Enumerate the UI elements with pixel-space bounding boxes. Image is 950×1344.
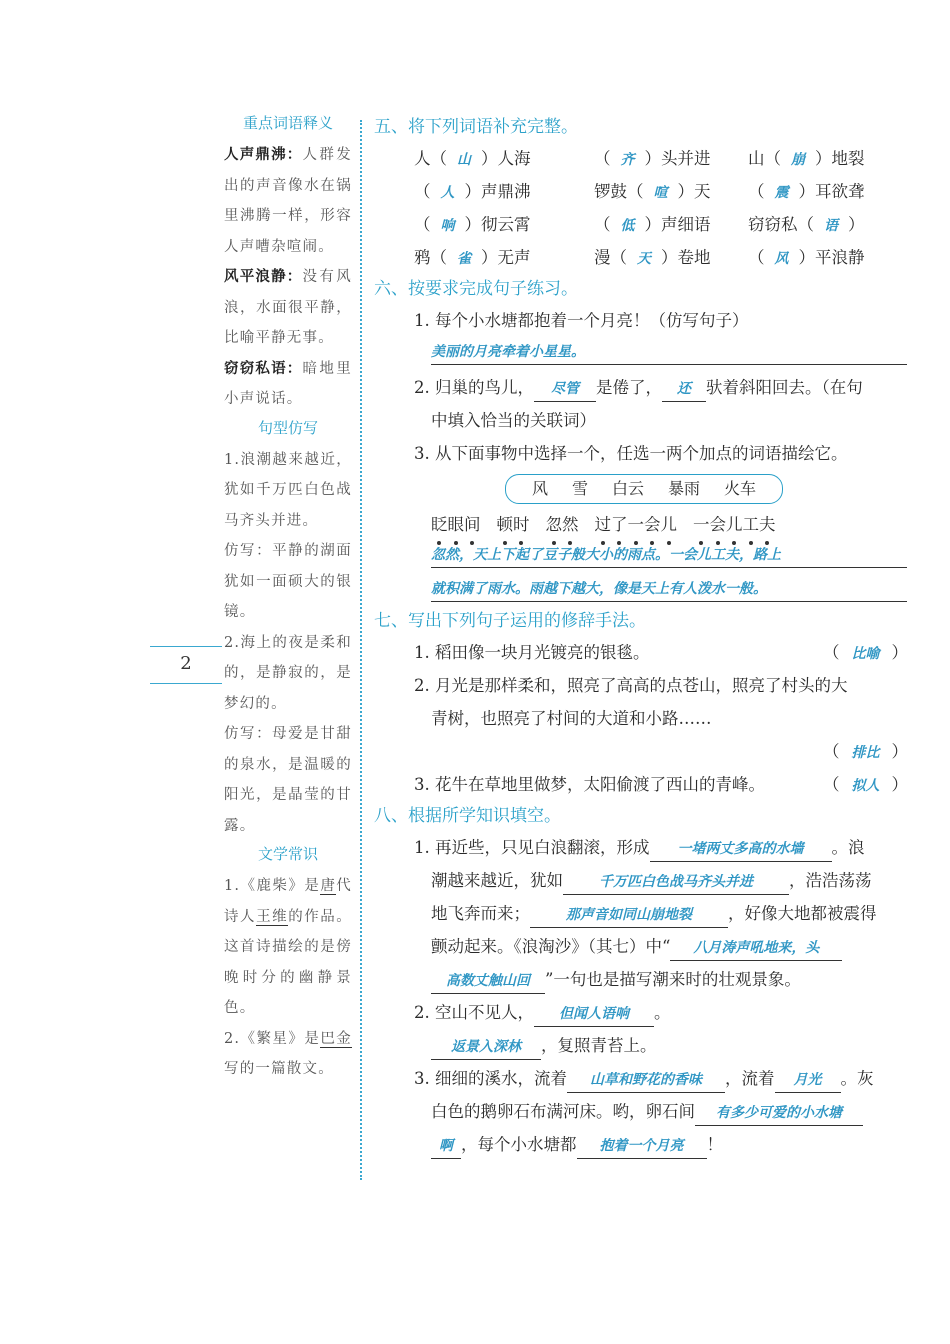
pattern-imitation: 仿写：母爱是甘甜的泉水，是温暖的阳光，是晶莹的甘露。 — [224, 726, 352, 834]
idiom-item — [748, 241, 865, 276]
question — [374, 371, 914, 404]
text: （ — [414, 215, 431, 234]
text: ，每个小水塘都 — [461, 1135, 577, 1154]
answer-text: 一堵两丈多高的水墙 — [677, 841, 804, 857]
text: 鸦（ — [414, 248, 447, 267]
answer-blank — [577, 1133, 707, 1159]
sidebar — [224, 112, 352, 1085]
idiom-item — [414, 241, 531, 276]
word-completion-grid — [374, 142, 914, 274]
answer-text: 抱着一个月亮 — [599, 1138, 684, 1154]
idiom-item — [748, 208, 865, 243]
text: ） — [848, 215, 865, 234]
page-number-box — [150, 646, 222, 684]
answer-text: 八月涛声吼地来，头 — [693, 940, 820, 956]
idiom-item — [748, 142, 865, 177]
answer-text: 忽然，天上下起了豆子般大小的雨点。一会儿工夫，路上 — [431, 547, 781, 563]
text: （ — [414, 182, 431, 201]
pattern-imitation: 仿写：平静的湖面犹如一面硕大的银镜。 — [224, 543, 352, 620]
text: 驮着斜阳回去。（在句 — [706, 378, 863, 397]
rhetoric-answer — [823, 735, 908, 770]
text: ）彻云霄 — [464, 215, 531, 234]
text: 1. 稻田像一块月光镀亮的银毯。 — [414, 643, 650, 662]
answer-line — [431, 574, 907, 602]
question-continued — [374, 1128, 914, 1161]
literature-fact — [224, 871, 352, 1024]
vocab-entry — [224, 354, 352, 415]
text: 1. 再近些，只见白浪翻滚，形成 — [414, 838, 650, 857]
answer-blank — [695, 1100, 863, 1126]
text: ，浩浩荡荡 — [789, 871, 872, 890]
text: 潮越来越近，犹如 — [431, 871, 563, 890]
answer-text: 齐 — [620, 152, 635, 168]
answer-text: 山 — [457, 152, 471, 168]
answer-blank — [670, 935, 842, 961]
answer-text: 风 — [774, 251, 789, 267]
question-continued: 中填入恰当的关联词） — [431, 411, 596, 430]
dotted-word: 过了一会儿 — [595, 515, 678, 534]
text: ）耳欲聋 — [798, 182, 865, 201]
dotted-word-list — [374, 508, 914, 540]
idiom-item — [594, 175, 711, 210]
text: 是倦了， — [596, 378, 662, 397]
dotted-word: 眨眼间 — [431, 515, 481, 534]
underlined-answer: 唐 — [320, 878, 337, 894]
word-choice: 雪 — [571, 479, 588, 498]
answer-text: 雀 — [457, 251, 471, 267]
dotted-word: 顿时 — [497, 515, 530, 534]
question: 2. 月光是那样柔和，照亮了高高的点苍山，照亮了村头的大 — [414, 676, 848, 695]
word-choice: 火车 — [724, 479, 757, 498]
literature-fact — [224, 1024, 352, 1085]
word-choice: 暴雨 — [668, 479, 701, 498]
question-continued: 青树，也照亮了村间的大道和小路…… — [431, 709, 712, 728]
text: （ — [594, 215, 611, 234]
question — [374, 768, 914, 801]
vocab-term: 窃窃私语： — [224, 360, 303, 377]
answer-text: 语 — [824, 218, 838, 234]
answer-text: 崩 — [791, 152, 805, 168]
word-choice: 风 — [531, 479, 548, 498]
answer-text: 人 — [440, 185, 455, 201]
rhetoric-answer — [823, 768, 908, 803]
text: ）声鼎沸 — [464, 182, 531, 201]
word-choice-box — [505, 474, 783, 504]
answer-blank — [431, 968, 545, 994]
text: ”一句也是描写潮来时的壮观景象。 — [545, 970, 801, 989]
text: ）平浪静 — [798, 248, 865, 267]
section-7-title: 七、写出下列句子运用的修辞手法。 — [374, 611, 646, 631]
answer-text: 尽管 — [551, 381, 579, 397]
answer-text: 山草和野花的香味 — [590, 1072, 702, 1088]
text: 1.《鹿柴》是 — [224, 878, 321, 894]
answer-text: 返景入深林 — [451, 1039, 521, 1055]
text: ）天 — [677, 182, 711, 201]
vocab-term: 风平浪静： — [224, 269, 303, 285]
answer-blank — [567, 1067, 725, 1093]
answer-text: 啊 — [439, 1138, 453, 1154]
paren: ） — [891, 742, 908, 761]
answer-line — [431, 337, 907, 365]
text: 写的一篇散文。 — [224, 1061, 334, 1077]
sidebar-heading-vocabulary: 重点词语释义 — [242, 114, 333, 132]
text: 锣鼓（ — [594, 182, 644, 201]
vocab-entry — [224, 140, 352, 262]
answer-blank — [662, 376, 706, 402]
paren: ） — [891, 643, 908, 662]
pattern-example: 2.海上的夜是柔和的，是静寂的，是梦幻的。 — [224, 634, 352, 712]
answer-text: 低 — [620, 218, 635, 234]
text: 颤动起来。《浪淘沙》（其七）中“ — [431, 937, 671, 956]
idiom-item — [414, 208, 531, 243]
word-choice: 白云 — [611, 479, 644, 498]
text: （ — [748, 182, 765, 201]
text: 漫（ — [594, 248, 627, 267]
answer-blank — [775, 1067, 841, 1093]
idiom-item — [594, 208, 711, 243]
idiom-item — [748, 175, 865, 210]
text: （ — [748, 248, 765, 267]
answer-blank — [563, 869, 789, 895]
answer-blank — [431, 1133, 461, 1159]
text: ，流着 — [725, 1069, 775, 1088]
vocab-term: 人声鼎沸： — [224, 147, 303, 163]
dotted-word: 一会儿工夫 — [693, 515, 776, 534]
underlined-answer: 王维 — [256, 908, 289, 925]
question — [374, 1062, 914, 1095]
question-continued — [374, 930, 914, 963]
text: 人（ — [414, 149, 447, 168]
word-row — [374, 175, 914, 208]
answer-blank — [534, 1001, 654, 1027]
idiom-item — [414, 175, 531, 210]
answer-blank — [534, 376, 596, 402]
text: ）无声 — [481, 248, 531, 267]
text: 窃窃私（ — [748, 215, 814, 234]
text: ，好像大地都被震得 — [728, 904, 877, 923]
answer-text: 还 — [677, 381, 691, 397]
answer-text: 月光 — [793, 1072, 822, 1088]
answer-text: 喧 — [653, 185, 668, 201]
word-row — [374, 241, 914, 274]
text: ）声细语 — [644, 215, 711, 234]
sidebar-heading-sentence-patterns: 句型仿写 — [257, 418, 318, 437]
answer-text: 天 — [637, 251, 651, 267]
main-content — [374, 112, 914, 1161]
answer-row — [374, 735, 914, 768]
rhetoric-answer — [823, 636, 908, 671]
vocab-definition: 没有风浪，水面很平静，比喻平静无事。 — [224, 269, 352, 346]
answer-text: 比喻 — [851, 646, 880, 662]
text: 2. 空山不见人， — [414, 1003, 534, 1022]
question — [374, 996, 914, 1029]
paren: ） — [891, 775, 908, 794]
text: 3. 花牛在草地里做梦，太阳偷渡了西山的青峰。 — [414, 775, 765, 794]
answer-text: 美丽的月亮牵着小星星。 — [431, 344, 585, 360]
underlined-answer: 巴金 — [320, 1030, 352, 1047]
answer-blank — [530, 902, 728, 928]
column-divider — [360, 120, 362, 1180]
answer-blank — [431, 1034, 541, 1060]
question-continued — [374, 1029, 914, 1062]
text: 山（ — [748, 149, 781, 168]
answer-text: 排比 — [851, 745, 880, 761]
text: ）头并进 — [644, 149, 711, 168]
text: 白色的鹅卵石布满河床。哟，卵石间 — [431, 1102, 695, 1121]
text: 的作品。这首诗描绘的是傍晚时分的幽静景色。 — [224, 908, 353, 1016]
pattern-example: 1.浪潮越来越近，犹如千万匹白色战马齐头并进。 — [224, 451, 352, 529]
page-number: 2 — [180, 653, 192, 674]
text: ！ — [706, 1135, 723, 1154]
idiom-item — [414, 142, 531, 177]
section-5-title: 五、将下列词语补充完整。 — [374, 117, 578, 137]
answer-text: 那声音如同山崩地裂 — [566, 907, 692, 923]
answer-text: 响 — [440, 218, 455, 234]
question: 1. 每个小水塘都抱着一个月亮！（仿写句子） — [414, 311, 749, 330]
answer-text: 高数丈触山回 — [446, 973, 530, 989]
text: （ — [594, 149, 611, 168]
section-6-title: 六、按要求完成句子练习。 — [374, 279, 578, 299]
question: 3. 从下面事物中选择一个，任选一两个加点的词语描绘它。 — [414, 444, 848, 463]
answer-text: 就积满了雨水。雨越下越大，像是天上有人泼水一般。 — [431, 581, 767, 597]
text: 2. 归巢的鸟儿， — [414, 378, 534, 397]
word-choice-row — [374, 470, 914, 508]
text: 。灰 — [840, 1069, 874, 1088]
word-row — [374, 208, 914, 241]
answer-text: 拟人 — [851, 778, 880, 794]
paren: （ — [823, 775, 840, 794]
paren: （ — [823, 742, 840, 761]
answer-text: 震 — [774, 185, 789, 201]
text: ，复照青苔上。 — [541, 1036, 657, 1055]
dotted-word: 忽然 — [546, 515, 579, 534]
text: 2.《繁星》是 — [224, 1030, 321, 1047]
answer-text: 有多少可爱的小水塘 — [716, 1105, 842, 1121]
text: ）地裂 — [815, 149, 865, 168]
answer-blank — [650, 836, 832, 862]
question — [374, 636, 914, 669]
text: ）卷地 — [661, 248, 711, 267]
text: 3. 细细的溪水，流着 — [414, 1069, 567, 1088]
paren: （ — [823, 643, 840, 662]
question-continued — [374, 897, 914, 930]
question-continued — [374, 864, 914, 897]
idiom-item — [594, 142, 711, 177]
text: 。 — [654, 1003, 671, 1022]
text: 。浪 — [831, 838, 865, 857]
question-continued — [374, 1095, 914, 1128]
text: 地飞奔而来； — [431, 904, 530, 923]
vocab-definition: 暗地里小声说话。 — [224, 360, 352, 407]
text: ）人海 — [481, 149, 531, 168]
question-continued — [374, 963, 914, 996]
vocab-entry — [224, 262, 352, 354]
sidebar-heading-literature: 文学常识 — [257, 845, 318, 863]
word-row — [374, 142, 914, 175]
idiom-item — [594, 241, 711, 276]
answer-text: 但闻人语响 — [559, 1006, 629, 1022]
text: 代诗人 — [224, 878, 352, 925]
question — [374, 831, 914, 864]
vocab-definition: 人群发出的声音像水在锅里沸腾一样，形容人声嘈杂喧闹。 — [224, 147, 352, 255]
section-8-title: 八、根据所学知识填空。 — [374, 806, 561, 826]
answer-text: 千万匹白色战马齐头并进 — [599, 874, 753, 890]
